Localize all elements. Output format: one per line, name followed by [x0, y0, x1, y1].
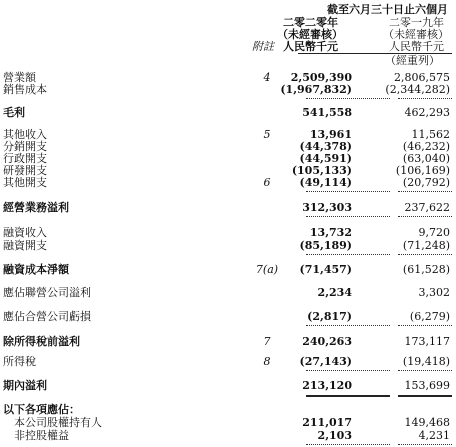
row-note-revenue: 4: [263, 71, 271, 84]
unit-2019-heading: 人民幣千元: [389, 40, 444, 53]
audit-2019-heading: （未經審核）: [383, 28, 449, 41]
row-label-income-tax: 所得稅: [3, 355, 36, 368]
row-label-cost-of-sales: 銷售成本: [3, 83, 47, 96]
rule-after-operating: [306, 216, 390, 217]
row-label-other-expenses: 其他開支: [3, 176, 47, 189]
rule-bottom: [306, 444, 390, 445]
row-2020-administrative: (44,591): [299, 152, 352, 165]
row-2019-operating-profit: 237,622: [404, 201, 450, 214]
row-2019-revenue: 2,806,575: [394, 71, 450, 84]
row-2020-finance-costs: (85,189): [299, 239, 352, 252]
row-2020-income-tax: (27,143): [299, 355, 352, 368]
row-label-attributable-to: 以下各項應佔：: [3, 403, 80, 416]
unit-2020-heading: 人民幣千元: [283, 40, 338, 53]
row-label-share-associates: 應佔聯營公司溢利: [3, 286, 91, 299]
row-2019-equity-holders: 149,468: [404, 416, 450, 429]
row-label-share-jv: 應佔合營公司虧損: [3, 310, 91, 323]
row-label-profit-before-tax: 除所得稅前溢利: [3, 335, 80, 348]
row-label-operating-profit: 經營業務溢利: [3, 201, 69, 214]
row-label-non-controlling: 非控股權益: [14, 429, 69, 442]
row-note-income-tax: 8: [263, 355, 271, 368]
row-2020-share-jv: (2,817): [307, 310, 352, 323]
row-2019-income-tax: (19,418): [402, 355, 450, 368]
year-2020-heading: 二零二零年: [283, 16, 338, 29]
row-2020-other-income: 13,961: [309, 128, 352, 141]
row-2019-share-jv: (6,279): [409, 310, 450, 323]
header-rule-2019: [390, 53, 452, 54]
period-heading: 截至六月三十日止六個月: [327, 3, 448, 16]
row-2019-distribution: (46,232): [402, 140, 450, 153]
rule-after-cost-2019: [398, 98, 452, 99]
rule-after-jv-2019: [398, 325, 452, 326]
row-2020-gross-profit: 541,558: [302, 106, 352, 119]
row-2019-rnd: (106,169): [395, 164, 450, 177]
row-note-other-income: 5: [263, 128, 271, 141]
row-label-equity-holders: 本公司股權持有人: [14, 416, 102, 429]
row-label-administrative: 行政開支: [3, 152, 47, 165]
row-2020-equity-holders: 211,017: [302, 416, 352, 429]
row-note-profit-before-tax: 7: [263, 335, 271, 348]
row-2020-cost-of-sales: (1,967,832): [280, 83, 352, 96]
rule-after-operating-2019: [398, 216, 452, 217]
row-label-profit-for-period: 期內溢利: [3, 379, 47, 392]
year-2019-heading: 二零一九年: [389, 16, 444, 29]
row-2019-other-expenses: (20,792): [402, 176, 450, 189]
note-heading: 附註: [252, 40, 274, 53]
row-note-net-finance-costs: 7(a): [255, 263, 279, 276]
row-2019-profit-before-tax: 173,117: [404, 335, 450, 348]
row-2019-finance-income: 9,720: [418, 226, 450, 239]
row-2020-profit-before-tax: 240,263: [302, 335, 352, 348]
row-label-finance-costs: 融資開支: [3, 239, 47, 252]
row-2020-distribution: (44,378): [299, 140, 352, 153]
rule-after-cost: [306, 98, 390, 99]
row-label-finance-income: 融資收入: [3, 226, 47, 239]
row-label-other-income: 其他收入: [3, 128, 47, 141]
row-2019-net-finance-costs: (61,528): [402, 263, 450, 276]
row-2020-operating-profit: 312,303: [302, 201, 352, 214]
rule-after-profit-2019: [398, 395, 452, 397]
header-rule-2020: [298, 53, 390, 54]
row-2019-non-controlling: 4,231: [418, 429, 450, 442]
rule-after-tax: [306, 370, 390, 371]
row-2019-share-associates: 3,302: [418, 286, 450, 299]
rule-after-profit: [306, 395, 390, 397]
rule-after-tax-2019: [398, 370, 452, 371]
audit-2020-heading: （未經審核）: [277, 28, 343, 41]
row-2019-finance-costs: (71,248): [402, 239, 450, 252]
row-2020-finance-income: 13,732: [309, 226, 352, 239]
row-2019-profit-for-period: 153,699: [404, 379, 450, 392]
rule-after-finance-costs: [306, 254, 390, 255]
row-label-gross-profit: 毛利: [3, 106, 25, 119]
row-label-net-finance-costs: 融資成本淨額: [3, 263, 69, 276]
row-2020-other-expenses: (49,114): [299, 176, 352, 189]
row-2020-non-controlling: 2,103: [317, 429, 352, 442]
rule-bottom-2019: [398, 444, 452, 445]
row-2019-other-income: 11,562: [411, 128, 450, 141]
rule-after-other-expenses: [306, 191, 390, 192]
row-label-revenue: 營業額: [3, 71, 36, 84]
restated-heading: （經重列）: [385, 54, 440, 67]
row-label-rnd: 研發開支: [3, 164, 47, 177]
row-2019-administrative: (63,040): [402, 152, 450, 165]
row-label-distribution: 分銷開支: [3, 140, 47, 153]
rule-after-finance-costs-2019: [398, 254, 452, 255]
row-2020-profit-for-period: 213,120: [302, 379, 352, 392]
row-2020-revenue: 2,509,390: [290, 71, 352, 84]
row-2020-rnd: (105,133): [291, 164, 352, 177]
row-2019-cost-of-sales: (2,344,282): [385, 83, 450, 96]
rule-after-other-expenses-2019: [398, 191, 452, 192]
rule-after-jv: [306, 325, 390, 326]
row-2020-share-associates: 2,234: [317, 286, 352, 299]
row-note-other-expenses: 6: [263, 176, 271, 189]
row-2020-net-finance-costs: (71,457): [299, 263, 352, 276]
row-2019-gross-profit: 462,293: [404, 106, 450, 119]
